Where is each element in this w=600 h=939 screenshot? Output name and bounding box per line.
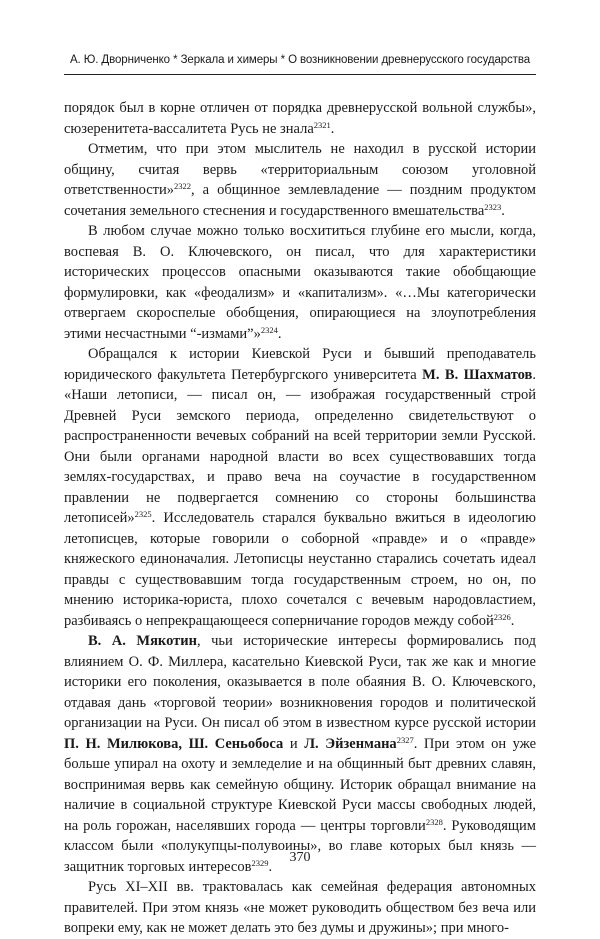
paragraph: [64, 139, 536, 221]
text-run: . Исследователь старался буквально вжиться в идеологию летописцев, которые говорили о соборной «правде» и о «правде» княжеского единоначалия. Летописцы неустанно старались сочетать идеал правды с существовавшим тогда государственным строем, но он, по мнению историка-юриста, плохо сочетался с вечевым народовластием, разбиваясь о непрекращающееся соперничание городов между собой: [64, 510, 536, 629]
paragraph: [64, 221, 536, 344]
text-run: Русь XI–XII вв. трактовалась как семейная федерация автономных правителей. При этом князь «не может руководить обществом без веча или вопреки ему, как не может делать это без думы и дружины»; при много-: [64, 879, 536, 936]
paragraph: [64, 344, 536, 631]
text-run: .: [501, 202, 505, 219]
footnote-ref: 2326: [493, 611, 511, 622]
text-run: .: [510, 612, 515, 629]
body-text: [64, 98, 536, 939]
text-run: .: [330, 120, 335, 137]
header-rule: [64, 74, 536, 75]
footnote-ref: 2325: [134, 509, 152, 519]
text-run: , чьи исторические интересы формировались под влиянием О. Ф. Миллера, касательно Киевской Руси, так же как и многие историки его поколения, оказывается в поле обаяния В. О. Ключевского, отдавая дань «торговой теории» возникновения городов и политической организации на Руси. Он писал об этом в известном курсе русской истории: [64, 633, 536, 731]
paragraph: [64, 631, 536, 877]
footnote-ref: 2323: [484, 201, 502, 212]
footnote-ref: 2321: [313, 119, 331, 130]
text-run: Обращался к истории Киевской Руси и бывший преподаватель юридического факультета Петербургского университета: [64, 346, 536, 383]
footnote-ref: 2327: [396, 734, 414, 745]
footnote-ref: 2322: [174, 181, 191, 191]
text-run: порядок был в корне отличен от порядка древнерусской вольной службы», сюзеренитета-вассалитета Русь не знала: [64, 100, 536, 137]
author-name: П. Н. Милюкова, Ш. Сеньобоса: [64, 735, 284, 752]
header-separator: *: [280, 54, 285, 66]
footnote-ref: 2328: [425, 816, 443, 827]
running-header: [64, 52, 536, 68]
header-author: А. Ю. Дворниченко: [69, 54, 170, 66]
text-run: . При этом он уже больше упирал на охоту и земледелие и на общинный быт древних славян, воспринимая вервь как семейную общину. Историк обращал внимание на наличие в социальной структуре Киевской Руси массы свободных людей, на роль горожан, населявших города — центры торговли: [64, 735, 537, 834]
header-separator: *: [173, 54, 178, 66]
header-chapter-title: О возникновении древнерусского государства: [288, 54, 531, 66]
page-number: 370: [289, 850, 311, 865]
text-run: и: [283, 735, 305, 752]
text-run: В любом случае можно только восхититься глубине его мысли, когда, воспевая В. О. Ключевского, он писал, что для характеристики исторических процессов опасными оказываются такие обобщающие формулировки, как «феодализм» и «капитализм». «…Мы категорически отвергаем скороспелые обобщения, опирающиеся на злоупотребления этими несчастными “-измами”»: [64, 223, 536, 342]
text-run: , а общинное землевладение — поздним продуктом сочетания земельного стеснения и государственного вмешательства: [64, 182, 536, 219]
text-run: Отметим, что при этом мыслитель не находил в русской истории общину, считая вервь «территориальным союзом уголовной ответственности»: [64, 141, 536, 198]
text-run: .: [277, 325, 282, 342]
text-run: .: [268, 858, 273, 875]
author-name: В. А. Мякотин: [88, 633, 197, 649]
author-name: М. В. Шахматов: [422, 366, 533, 383]
text-run: . Руководящим классом были «полукупцы-полувоины», во главе которых был князь — защитник торговых интересов: [64, 817, 536, 875]
paragraph: [64, 98, 536, 139]
author-name: Л. Эйзенмана: [304, 735, 397, 752]
header-book-title: Зеркала и химеры: [180, 54, 278, 66]
footnote-ref: 2324: [260, 324, 278, 335]
text-run: . «Наши летописи, — писал он, — изображая государственный строй Древней Руси земского периода, определенно свидетельствуют о распространенности вечевых собраний на всей территории земли Русской. Они были органами народной власти во всех существовавших тогда землях-государствах, и право веча на соучастие в государственном правлении не подвергается сомнению со стороны большинства летописей»: [64, 366, 536, 526]
paragraph: [64, 877, 536, 939]
footnote-ref: 2329: [251, 857, 269, 868]
